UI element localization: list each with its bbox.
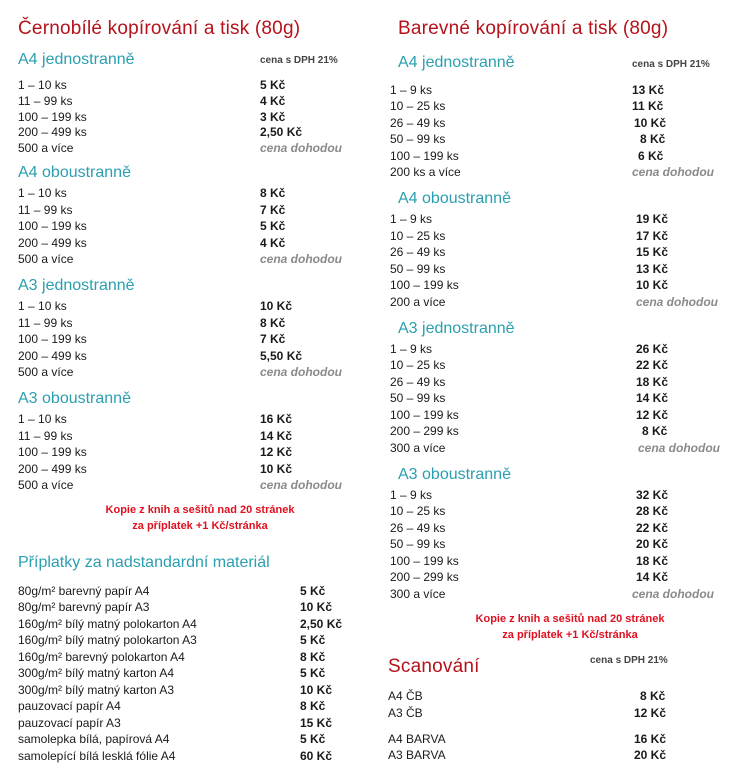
price-value: 10 Kč	[260, 462, 293, 476]
price-value: 8 Kč	[640, 132, 666, 146]
price-row	[18, 124, 358, 140]
quantity-label: 200 ks a více	[390, 165, 461, 179]
bw-a3-single-title: A3 jednostranně	[18, 277, 135, 294]
price-value: 8 Kč	[642, 424, 668, 438]
price-value: 19 Kč	[636, 212, 669, 226]
quantity-label: 100 – 199 ks	[390, 278, 459, 292]
price-value: 5,50 Kč	[260, 349, 303, 363]
price-row	[18, 461, 358, 477]
price-row	[390, 341, 740, 357]
price-value: 13 Kč	[636, 262, 669, 276]
price-row	[390, 569, 740, 585]
price-value: 8 Kč	[300, 650, 326, 664]
price-value: 5 Kč	[300, 732, 326, 746]
surcharge-row	[18, 649, 358, 665]
price-value: 20 Kč	[634, 748, 667, 762]
price-row	[18, 235, 358, 251]
price-row	[18, 364, 358, 380]
price-negotiable: cena dohodou	[260, 252, 342, 266]
price-value: 7 Kč	[260, 332, 286, 346]
quantity-label: 11 – 99 ks	[18, 429, 73, 443]
price-row	[18, 411, 358, 427]
price-row	[18, 331, 358, 347]
material-label: 80g/m² barevný papír A3	[18, 600, 150, 614]
price-value: 16 Kč	[260, 412, 293, 426]
quantity-label: 100 – 199 ks	[390, 408, 459, 422]
quantity-label: 50 – 99 ks	[390, 391, 446, 405]
price-row	[390, 211, 740, 227]
quantity-label: 200 – 499 ks	[18, 349, 87, 363]
price-value: 14 Kč	[260, 429, 293, 443]
surcharge-row	[18, 599, 358, 615]
quantity-label: 1 – 9 ks	[390, 488, 433, 502]
price-row	[390, 131, 740, 147]
price-row	[18, 251, 358, 267]
price-value: 2,50 Kč	[260, 125, 303, 139]
price-value: 5 Kč	[300, 633, 326, 647]
color-a4-double-title: A4 oboustranně	[398, 190, 511, 207]
material-label: 160g/m² barevný polokarton A4	[18, 650, 185, 664]
scan-vat-note: cena s DPH 21%	[590, 655, 668, 666]
price-row	[18, 185, 358, 201]
price-row	[390, 440, 740, 456]
quantity-label: 26 – 49 ks	[390, 116, 446, 130]
price-negotiable: cena dohodou	[260, 365, 342, 379]
price-value: 18 Kč	[636, 375, 669, 389]
color-vat-note: cena s DPH 21%	[632, 59, 710, 70]
surcharge-row	[18, 698, 358, 714]
surcharge-row	[18, 748, 358, 764]
price-value: 15 Kč	[300, 716, 333, 730]
price-value: 10 Kč	[636, 278, 669, 292]
price-row	[390, 115, 740, 131]
price-row	[390, 357, 740, 373]
price-row	[18, 109, 358, 125]
quantity-label: 26 – 49 ks	[390, 521, 446, 535]
surcharge-row	[18, 632, 358, 648]
surcharge-row	[18, 682, 358, 698]
quantity-label: 1 – 9 ks	[390, 83, 433, 97]
price-value: 4 Kč	[260, 236, 286, 250]
price-value: 26 Kč	[636, 342, 669, 356]
material-label: 160g/m² bílý matný polokarton A4	[18, 617, 197, 631]
price-row	[390, 487, 740, 503]
material-label: 160g/m² bílý matný polokarton A3	[18, 633, 197, 647]
surcharge-title: Příplatky za nadstandardní materiál	[18, 554, 270, 571]
quantity-label: 50 – 99 ks	[390, 132, 446, 146]
surcharge-row	[18, 665, 358, 681]
price-row	[390, 261, 740, 277]
price-value: 32 Kč	[636, 488, 669, 502]
bw-a4-double-title: A4 oboustranně	[18, 164, 131, 181]
bw-a4-single-title: A4 jednostranně	[18, 51, 135, 68]
price-row	[390, 390, 740, 406]
color-a3-single-title: A3 jednostranně	[398, 320, 515, 337]
quantity-label: 300 a více	[390, 587, 446, 601]
price-value: 20 Kč	[636, 537, 669, 551]
scan-row	[388, 747, 688, 763]
quantity-label: 50 – 99 ks	[390, 262, 446, 276]
material-label: 300g/m² bílý matný karton A4	[18, 666, 175, 680]
surcharge-row	[18, 583, 358, 599]
price-value: 5 Kč	[260, 78, 286, 92]
bw-a3-double-title: A3 oboustranně	[18, 390, 131, 407]
price-value: 22 Kč	[636, 521, 669, 535]
price-value: 5 Kč	[300, 584, 326, 598]
bw-vat-note: cena s DPH 21%	[260, 55, 338, 66]
scan-row	[388, 688, 688, 704]
price-value: 4 Kč	[260, 94, 286, 108]
price-value: 14 Kč	[636, 391, 669, 405]
price-row	[390, 423, 740, 439]
price-row	[390, 374, 740, 390]
price-value: 10 Kč	[260, 299, 293, 313]
quantity-label: 200 – 299 ks	[390, 424, 459, 438]
scan-label: A4 ČB	[388, 689, 423, 703]
surcharge-row	[18, 715, 358, 731]
quantity-label: 100 – 199 ks	[390, 554, 459, 568]
quantity-label: 100 – 199 ks	[18, 110, 87, 124]
price-row	[18, 444, 358, 460]
price-row	[390, 553, 740, 569]
quantity-label: 1 – 10 ks	[18, 299, 67, 313]
price-value: 12 Kč	[636, 408, 669, 422]
quantity-label: 500 a více	[18, 141, 74, 155]
price-value: 22 Kč	[636, 358, 669, 372]
quantity-label: 26 – 49 ks	[390, 245, 446, 259]
price-value: 17 Kč	[636, 229, 669, 243]
quantity-label: 11 – 99 ks	[18, 316, 73, 330]
color-copy-title: Barevné kopírování a tisk (80g)	[398, 18, 669, 39]
quantity-label: 500 a více	[18, 252, 74, 266]
price-value: 18 Kč	[636, 554, 669, 568]
quantity-label: 200 – 499 ks	[18, 462, 87, 476]
price-row	[390, 503, 740, 519]
quantity-label: 200 – 299 ks	[390, 570, 459, 584]
price-value: 12 Kč	[634, 706, 667, 720]
quantity-label: 26 – 49 ks	[390, 375, 446, 389]
quantity-label: 100 – 199 ks	[18, 219, 87, 233]
surcharge-row	[18, 731, 358, 747]
price-value: 7 Kč	[260, 203, 286, 217]
quantity-label: 10 – 25 ks	[390, 358, 446, 372]
quantity-label: 1 – 10 ks	[18, 412, 67, 426]
quantity-label: 10 – 25 ks	[390, 229, 446, 243]
bw-book-copy-note	[60, 502, 340, 534]
quantity-label: 200 – 499 ks	[18, 125, 87, 139]
price-value: 8 Kč	[300, 699, 326, 713]
scan-row	[388, 731, 688, 747]
quantity-label: 200 a více	[390, 295, 446, 309]
price-row	[390, 407, 740, 423]
color-a3-double-title: A3 oboustranně	[398, 466, 511, 483]
material-label: pauzovací papír A3	[18, 716, 121, 730]
scan-title: Scanování	[388, 656, 480, 677]
price-row	[390, 148, 740, 164]
price-row	[390, 228, 740, 244]
quantity-label: 500 a více	[18, 365, 74, 379]
price-row	[390, 244, 740, 260]
price-value: 15 Kč	[636, 245, 669, 259]
quantity-label: 100 – 199 ks	[390, 149, 459, 163]
note-line: za příplatek +1 Kč/stránka	[502, 629, 638, 641]
scan-label: A4 BARVA	[388, 732, 446, 746]
note-line: Kopie z knih a sešitů nad 20 stránek	[105, 504, 295, 516]
price-row	[18, 428, 358, 444]
price-row	[390, 164, 740, 180]
price-row	[390, 586, 740, 602]
price-value: 12 Kč	[260, 445, 293, 459]
price-row	[18, 140, 358, 156]
price-row	[390, 82, 740, 98]
price-negotiable: cena dohodou	[638, 441, 720, 455]
price-negotiable: cena dohodou	[636, 295, 718, 309]
price-negotiable: cena dohodou	[260, 141, 342, 155]
scan-row	[388, 705, 688, 721]
quantity-label: 11 – 99 ks	[18, 94, 73, 108]
quantity-label: 100 – 199 ks	[18, 445, 87, 459]
price-value: 3 Kč	[260, 110, 286, 124]
material-label: pauzovací papír A4	[18, 699, 121, 713]
price-value: 10 Kč	[300, 600, 333, 614]
quantity-label: 200 – 499 ks	[18, 236, 87, 250]
surcharge-row	[18, 616, 358, 632]
quantity-label: 300 a více	[390, 441, 446, 455]
quantity-label: 1 – 10 ks	[18, 186, 67, 200]
price-value: 5 Kč	[300, 666, 326, 680]
price-negotiable: cena dohodou	[632, 165, 714, 179]
color-a4-single-title: A4 jednostranně	[398, 54, 515, 71]
material-label: samolepící bílá lesklá fólie A4	[18, 749, 176, 763]
price-row	[390, 277, 740, 293]
price-row	[390, 294, 740, 310]
quantity-label: 10 – 25 ks	[390, 504, 446, 518]
material-label: 80g/m² barevný papír A4	[18, 584, 150, 598]
price-row	[18, 298, 358, 314]
price-row	[18, 218, 358, 234]
quantity-label: 11 – 99 ks	[18, 203, 73, 217]
price-value: 8 Kč	[260, 316, 286, 330]
quantity-label: 10 – 25 ks	[390, 99, 446, 113]
price-value: 8 Kč	[260, 186, 286, 200]
color-book-copy-note	[430, 611, 710, 643]
price-negotiable: cena dohodou	[260, 478, 342, 492]
price-row	[18, 477, 358, 493]
price-value: 13 Kč	[632, 83, 665, 97]
price-value: 11 Kč	[632, 99, 664, 113]
bw-copy-title: Černobílé kopírování a tisk (80g)	[18, 18, 301, 39]
note-line: za příplatek +1 Kč/stránka	[132, 520, 268, 532]
price-value: 16 Kč	[634, 732, 667, 746]
scan-label: A3 BARVA	[388, 748, 446, 762]
price-value: 14 Kč	[636, 570, 669, 584]
price-value: 6 Kč	[638, 149, 664, 163]
price-value: 28 Kč	[636, 504, 669, 518]
price-row	[18, 77, 358, 93]
price-value: 2,50 Kč	[300, 617, 343, 631]
quantity-label: 1 – 9 ks	[390, 342, 433, 356]
price-row	[390, 98, 740, 114]
price-row	[18, 93, 358, 109]
price-value: 8 Kč	[640, 689, 666, 703]
price-row	[390, 536, 740, 552]
price-value: 60 Kč	[300, 749, 333, 763]
price-value: 10 Kč	[634, 116, 667, 130]
price-value: 10 Kč	[300, 683, 333, 697]
quantity-label: 1 – 9 ks	[390, 212, 433, 226]
price-row	[18, 315, 358, 331]
quantity-label: 500 a více	[18, 478, 74, 492]
price-row	[18, 348, 358, 364]
material-label: 300g/m² bílý matný karton A3	[18, 683, 175, 697]
material-label: samolepka bílá, papírová A4	[18, 732, 170, 746]
price-value: 5 Kč	[260, 219, 286, 233]
scan-label: A3 ČB	[388, 706, 423, 720]
price-row	[18, 202, 358, 218]
note-line: Kopie z knih a sešitů nad 20 stránek	[475, 613, 665, 625]
quantity-label: 100 – 199 ks	[18, 332, 87, 346]
price-row	[390, 520, 740, 536]
quantity-label: 50 – 99 ks	[390, 537, 446, 551]
price-negotiable: cena dohodou	[632, 587, 714, 601]
quantity-label: 1 – 10 ks	[18, 78, 67, 92]
